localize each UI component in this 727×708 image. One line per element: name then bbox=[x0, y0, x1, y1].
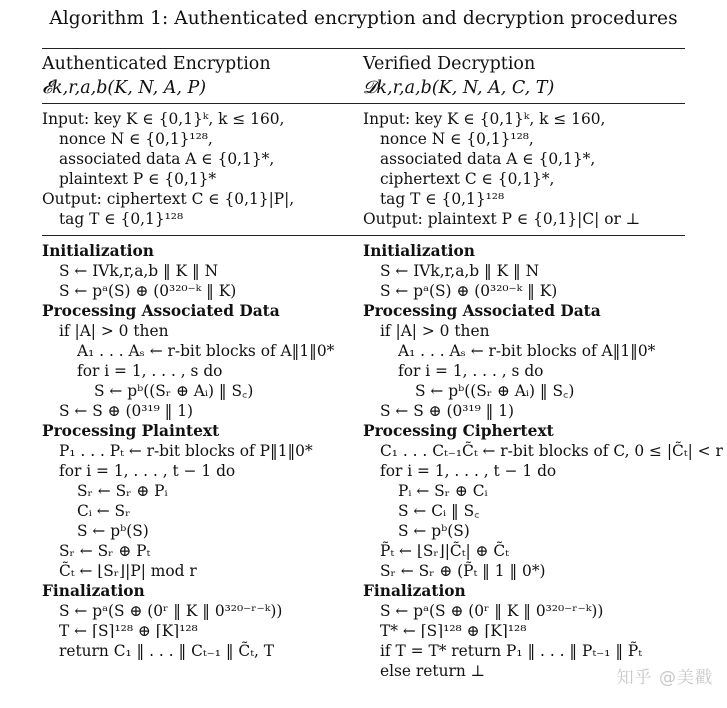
algorithm-line: if |A| > 0 then bbox=[380, 322, 490, 340]
algorithm-line: S ← pᵃ(S ⊕ (0ʳ ‖ K ‖ 0³²⁰⁻ʳ⁻ᵏ)) bbox=[380, 602, 604, 620]
algorithm-line: S ← IVk,r,a,b ‖ K ‖ N bbox=[380, 262, 540, 280]
io-line: nonce N ∈ {0,1}¹²⁸, bbox=[59, 130, 213, 148]
algorithm-caption: Algorithm 1: Authenticated encryption and decryption procedures bbox=[49, 8, 678, 29]
algorithm-line: T* ← ⌈S⌉¹²⁸ ⊕ ⌈K⌉¹²⁸ bbox=[380, 622, 527, 640]
section-heading: Finalization bbox=[42, 582, 145, 600]
algorithm-line: P₁ . . . Pₜ ← r-bit blocks of P‖1‖0* bbox=[59, 442, 313, 460]
algorithm-line: S ← pᵃ(S) ⊕ (0³²⁰⁻ᵏ ‖ K) bbox=[59, 282, 237, 300]
encryption-io bbox=[42, 109, 364, 229]
algorithm-line: if T = T* return P₁ ‖ . . . ‖ Pₜ₋₁ ‖ P̃ₜ bbox=[380, 642, 643, 660]
algorithm-line: for i = 1, . . . , t − 1 do bbox=[59, 462, 236, 480]
io-line: associated data A ∈ {0,1}*, bbox=[59, 150, 275, 168]
section-heading: Finalization bbox=[363, 582, 466, 600]
algorithm-line: Cᵢ ← Sᵣ bbox=[77, 502, 131, 520]
decryption-title: Verified Decryption bbox=[363, 54, 536, 74]
decryption-signature: 𝓓k,r,a,b(K, N, A, C, T) bbox=[363, 78, 555, 98]
algorithm-line: for i = 1, . . . , t − 1 do bbox=[380, 462, 557, 480]
algorithm-line: S ← S ⊕ (0³¹⁹ ‖ 1) bbox=[59, 402, 194, 420]
top-rule bbox=[363, 48, 685, 49]
section-heading: Processing Associated Data bbox=[363, 302, 601, 320]
algorithm-line: Sᵣ ← Sᵣ ⊕ Pₜ bbox=[59, 542, 151, 560]
algorithm-line: S ← Cᵢ ‖ S꜀ bbox=[398, 502, 480, 520]
algorithm-line: for i = 1, . . . , s do bbox=[77, 362, 223, 380]
algorithm-line: A₁ . . . Aₛ ← r-bit blocks of A‖1‖0* bbox=[77, 342, 335, 360]
algorithm-line: S ← pᵇ(S) bbox=[398, 522, 470, 540]
io-line: associated data A ∈ {0,1}*, bbox=[380, 150, 596, 168]
algorithm-line: Sᵣ ← Sᵣ ⊕ (P̃ₜ ‖ 1 ‖ 0*) bbox=[380, 562, 546, 580]
algorithm-line: C₁ . . . Cₜ₋₁C̃ₜ ← r-bit blocks of C, 0 ≤ |C̃ₜ| < r bbox=[380, 442, 723, 460]
algorithm-line: S ← pᵃ(S ⊕ (0ʳ ‖ K ‖ 0³²⁰⁻ʳ⁻ᵏ)) bbox=[59, 602, 283, 620]
top-rule bbox=[42, 48, 364, 49]
section-heading: Initialization bbox=[363, 242, 475, 260]
algorithm-line: S ← pᵃ(S) ⊕ (0³²⁰⁻ᵏ ‖ K) bbox=[380, 282, 558, 300]
io-line: Output: plaintext P ∈ {0,1}|C| or ⊥ bbox=[363, 210, 641, 228]
decryption-io bbox=[363, 109, 685, 229]
algorithm-line: S ← S ⊕ (0³¹⁹ ‖ 1) bbox=[380, 402, 515, 420]
io-line: Output: ciphertext C ∈ {0,1}|P|, bbox=[42, 190, 295, 208]
section-heading: Processing Plaintext bbox=[42, 422, 220, 440]
algorithm-line: for i = 1, . . . , s do bbox=[398, 362, 544, 380]
algorithm-line: else return ⊥ bbox=[380, 662, 486, 680]
io-line: Input: key K ∈ {0,1}ᵏ, k ≤ 160, bbox=[42, 110, 285, 128]
algorithm-line: Sᵣ ← Sᵣ ⊕ Pᵢ bbox=[77, 482, 168, 500]
io-line: tag T ∈ {0,1}¹²⁸ bbox=[59, 210, 184, 228]
algorithm-line: return C₁ ‖ . . . ‖ Cₜ₋₁ ‖ C̃ₜ, T bbox=[59, 642, 275, 660]
encryption-body bbox=[42, 241, 364, 661]
algorithm-line: Pᵢ ← Sᵣ ⊕ Cᵢ bbox=[398, 482, 488, 500]
algorithm-line: P̃ₜ ← ⌊Sᵣ⌋|C̃ₜ| ⊕ C̃ₜ bbox=[380, 542, 509, 560]
algorithm-line: S ← pᵇ((Sᵣ ⊕ Aᵢ) ‖ S꜀) bbox=[94, 382, 254, 400]
algorithm-line: A₁ . . . Aₛ ← r-bit blocks of A‖1‖0* bbox=[398, 342, 656, 360]
io-line: tag T ∈ {0,1}¹²⁸ bbox=[380, 190, 505, 208]
algorithm-line: if |A| > 0 then bbox=[59, 322, 169, 340]
algorithm-line: T ← ⌈S⌉¹²⁸ ⊕ ⌈K⌉¹²⁸ bbox=[59, 622, 198, 640]
section-heading: Processing Ciphertext bbox=[363, 422, 554, 440]
watermark: 知乎 @美戳 bbox=[616, 668, 713, 688]
encryption-title: Authenticated Encryption bbox=[42, 54, 271, 74]
io-line: Input: key K ∈ {0,1}ᵏ, k ≤ 160, bbox=[363, 110, 606, 128]
encryption-signature: 𝓔k,r,a,b(K, N, A, P) bbox=[42, 78, 207, 98]
section-heading: Processing Associated Data bbox=[42, 302, 280, 320]
algorithm-line: S ← pᵇ((Sᵣ ⊕ Aᵢ) ‖ S꜀) bbox=[415, 382, 575, 400]
io-line: nonce N ∈ {0,1}¹²⁸, bbox=[380, 130, 534, 148]
algorithm-line: C̃ₜ ← ⌊Sᵣ⌋|P| mod r bbox=[59, 562, 197, 580]
io-line: ciphertext C ∈ {0,1}*, bbox=[380, 170, 555, 188]
algorithm-line: S ← IVk,r,a,b ‖ K ‖ N bbox=[59, 262, 219, 280]
encryption-column bbox=[42, 44, 364, 661]
section-heading: Initialization bbox=[42, 242, 154, 260]
io-line: plaintext P ∈ {0,1}* bbox=[59, 170, 217, 188]
algorithm-line: S ← pᵇ(S) bbox=[77, 522, 149, 540]
